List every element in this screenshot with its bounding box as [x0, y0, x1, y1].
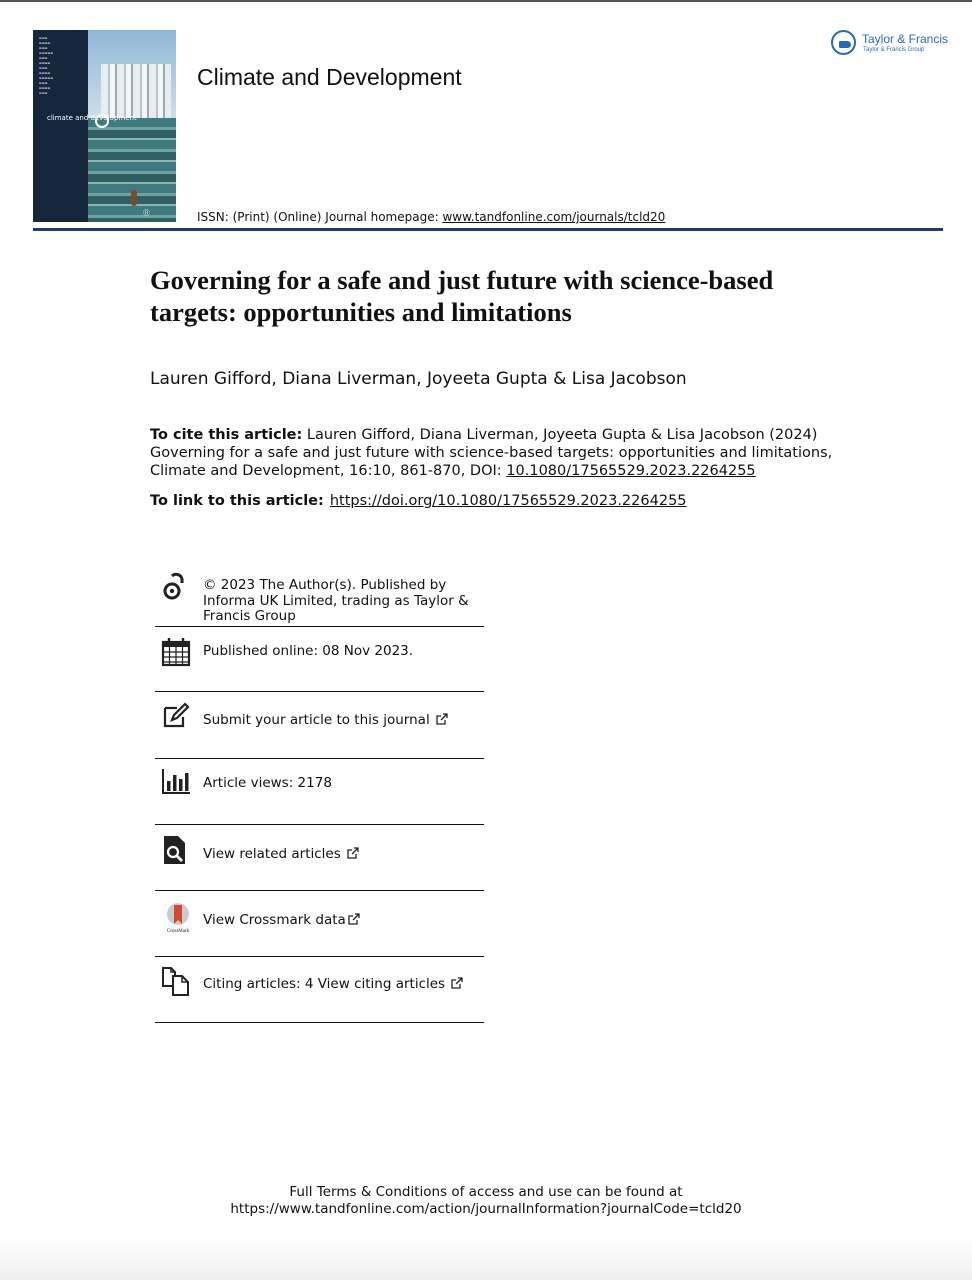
published-row	[155, 627, 484, 692]
edit-icon	[161, 702, 191, 732]
external-link-icon	[451, 977, 463, 989]
cover-title: climate and development	[47, 114, 137, 122]
link-label: To link to this article:	[150, 493, 324, 509]
page-bottom-shade	[0, 1240, 972, 1280]
published-date: Published online: 08 Nov 2023.	[203, 643, 414, 659]
doi-link[interactable]: 10.1080/17565529.2023.2264255	[506, 463, 756, 479]
citation-label: To cite this article:	[150, 427, 303, 443]
cover-editors-list: ▬▬▬ ▬▬▬▬ ▬▬▬ ▬▬▬▬▬ ▬▬▬ ▬▬▬▬ ▬▬▬ ▬▬▬▬ ▬▬▬▬▬ ▬▬▬ ▬▬▬▬ ▬▬▬	[39, 36, 54, 95]
views-row	[155, 759, 484, 825]
crossmark-icon	[163, 902, 193, 932]
article-authors: Lauren Gifford, Diana Liverman, Joyeeta Gupta & Lisa Jacobson	[150, 369, 687, 389]
crossmark-icon-text: CrossMark	[166, 929, 190, 934]
article-views: Article views: 2178	[203, 775, 332, 791]
journal-title[interactable]: Climate and Development	[197, 64, 462, 90]
top-rule	[0, 0, 972, 2]
external-link-icon	[348, 913, 360, 925]
routledge-logo-icon: Ⓡ	[143, 209, 150, 217]
lamp-icon	[831, 30, 856, 55]
cover-towers	[101, 64, 171, 118]
journal-homepage-link[interactable]: www.tandfonline.com/journals/tcld20	[442, 210, 666, 224]
external-link-icon	[436, 713, 448, 725]
article-link-line	[150, 493, 687, 509]
terms-url[interactable]: https://www.tandfonline.com/action/journalInformation?journalCode=tcld20	[230, 1201, 742, 1217]
document-search-icon	[161, 835, 191, 865]
crossmark-label: View Crossmark data	[203, 912, 346, 928]
journal-cover-image[interactable]	[33, 30, 176, 222]
related-articles-link[interactable]	[203, 847, 488, 863]
cover-figure	[131, 190, 137, 206]
citing-label: Citing articles: 4 View citing articles	[203, 976, 446, 992]
publisher-logo[interactable]	[831, 30, 951, 60]
crossmark-link[interactable]	[203, 913, 488, 929]
citation-text: Lauren Gifford, Diana Liverman, Joyeeta Gupta & Lisa Jacobson (2024) Governing for a safe and just future with science-based targets: opportunities and limitations, Climate and Development, 16:10, 861-870, DOI:	[150, 427, 833, 479]
external-link-icon	[347, 847, 359, 859]
citing-articles-link[interactable]	[203, 977, 488, 993]
license-row	[155, 570, 484, 627]
submit-article-link[interactable]	[203, 713, 488, 729]
terms-line-1: Full Terms & Conditions of access and use can be found at	[289, 1184, 683, 1200]
related-row[interactable]	[155, 825, 484, 891]
cover-fields	[88, 118, 176, 222]
publisher-name: Taylor & Francis	[862, 32, 949, 46]
publisher-subname: Taylor & Francis Group	[863, 47, 925, 53]
issn-line	[197, 210, 665, 224]
issn-text: ISSN: (Print) (Online) Journal homepage:	[197, 210, 443, 224]
header-rule	[33, 228, 943, 231]
submit-label: Submit your article to this journal	[203, 712, 430, 728]
citing-row[interactable]	[155, 957, 484, 1023]
copy-documents-icon	[161, 966, 191, 996]
related-label: View related articles	[203, 846, 341, 862]
license-text: © 2023 The Author(s). Published by Informa UK Limited, trading as Taylor & Francis Group	[203, 577, 469, 624]
calendar-icon	[161, 637, 191, 667]
bar-chart-icon	[161, 767, 191, 797]
terms-footer	[0, 1184, 972, 1218]
open-access-icon	[161, 572, 191, 602]
cover-logo-icon	[95, 114, 109, 128]
article-doi-url[interactable]: https://doi.org/10.1080/17565529.2023.2264255	[329, 493, 687, 509]
citation-block	[150, 426, 840, 480]
crossmark-row[interactable]	[155, 891, 484, 957]
submit-row[interactable]	[155, 692, 484, 759]
article-title: Governing for a safe and just future with science-based targets: opportunities and limitations	[150, 265, 774, 327]
